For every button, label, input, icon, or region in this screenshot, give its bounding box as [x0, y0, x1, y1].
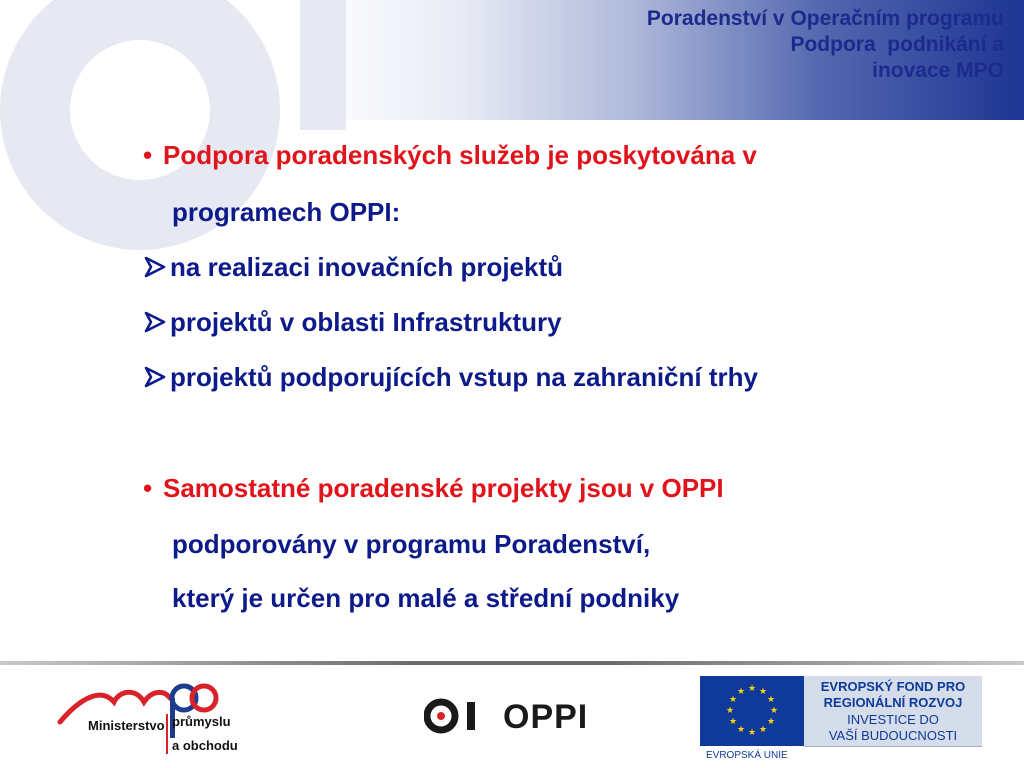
eu-divider: [804, 746, 982, 747]
eu-fund-line: INVESTICE DO: [847, 712, 939, 727]
bullet-text: Podpora poradenských služeb je poskytována v: [163, 140, 757, 170]
footer-divider: [0, 661, 1024, 665]
mpo-separator: [166, 714, 168, 754]
eu-fund-line: EVROPSKÝ FOND PRO: [820, 679, 966, 694]
bullet-dot: •: [143, 473, 153, 503]
svg-text:★: ★: [736, 725, 746, 735]
svg-text:★: ★: [725, 706, 735, 716]
bullet-dot: •: [143, 140, 153, 170]
bullet-text: Samostatné poradenské projekty jsou v OPPI: [163, 473, 724, 503]
eu-fund-line: VAŠÍ BUDOUCNOSTI: [828, 728, 958, 743]
bullet-text-continuation: podporovány v programu Poradenství,: [172, 529, 651, 559]
svg-text:★: ★: [769, 706, 779, 716]
svg-text:★: ★: [766, 695, 776, 705]
eu-fund-line: REGIONÁLNÍ ROZVOJ: [823, 695, 963, 710]
eu-fund-box: [804, 676, 982, 746]
arrow-bullet-icon: [143, 306, 167, 338]
mpo-word: Ministerstvo: [88, 718, 165, 733]
svg-text:★: ★: [736, 687, 746, 697]
svg-text:★: ★: [747, 728, 757, 738]
svg-text:★: ★: [758, 687, 768, 697]
eu-union-label: EVROPSKÁ UNIE: [706, 750, 788, 761]
title-line: Poradenství v Operačním programu: [646, 7, 1004, 30]
bullet-text-continuation: který je určen pro malé a střední podniky: [172, 583, 680, 613]
sub-bullet-text: projektů podporujících vstup na zahraniční trhy: [170, 362, 758, 392]
svg-text:★: ★: [728, 695, 738, 705]
mpo-word: průmyslu: [172, 714, 231, 729]
eu-flag-icon: [700, 676, 804, 746]
sub-bullet-text: projektů v oblasti Infrastruktury: [170, 307, 562, 337]
arrow-bullet-icon: [143, 361, 167, 393]
svg-text:★: ★: [758, 725, 768, 735]
arrow-bullet-icon: [143, 251, 167, 283]
oppi-wordmark: OPPI: [503, 698, 589, 736]
svg-text:★: ★: [766, 717, 776, 727]
bullet-text-continuation: programech OPPI:: [172, 197, 401, 227]
title-line: inovace MPO: [872, 59, 1004, 82]
svg-text:★: ★: [747, 684, 757, 694]
title-line: Podpora podnikání a: [790, 33, 1004, 56]
sub-bullet-text: na realizaci inovačních projektů: [170, 252, 564, 282]
mpo-word: a obchodu: [172, 738, 238, 753]
svg-text:★: ★: [728, 717, 738, 727]
